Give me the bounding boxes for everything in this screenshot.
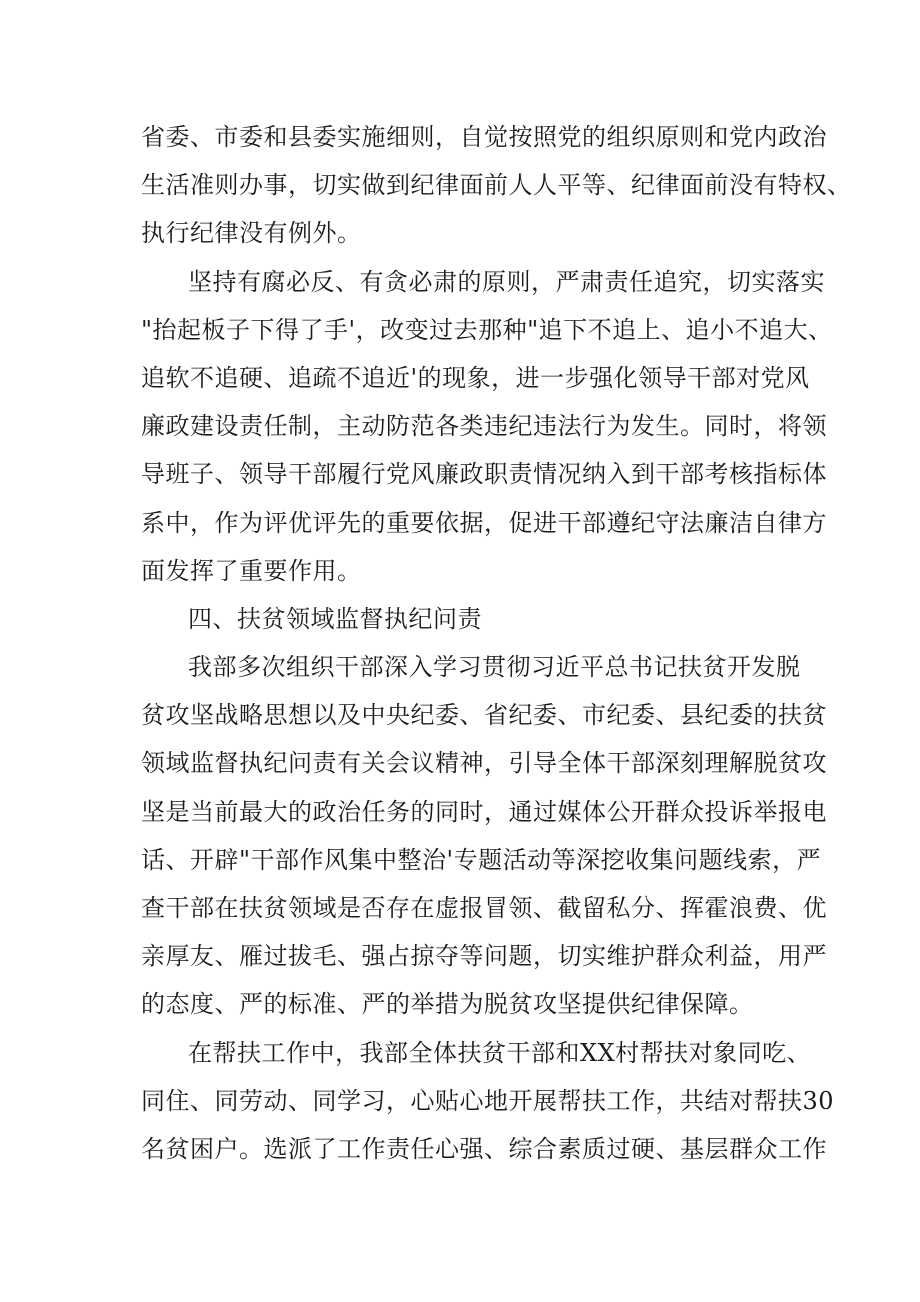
paragraph xyxy=(141,258,833,595)
section-heading xyxy=(141,595,785,643)
document-body xyxy=(141,113,852,1173)
text-line: 追软不追硬、追疏不追近'的现象，进一步强化领导干部对党风 xyxy=(141,363,810,392)
text-line: 廉政建设责任制，主动防范各类违纪违法行为发生。同时，将领 xyxy=(141,412,827,441)
text-line: 生活准则办事，切实做到纪律面前人人平等、纪律面前没有特权、 xyxy=(141,171,852,200)
text-line: 导班子、领导干部履行党风廉政职责情况纳入到干部考核指标体 xyxy=(141,460,827,489)
text-line: 四、扶贫领域监督执纪问责 xyxy=(188,604,482,633)
text-line: 在帮扶工作中，我部全体扶贫干部和XX村帮扶对象同吃、 xyxy=(188,1038,812,1067)
text-line: 领域监督执纪问责有关会议精神，引导全体干部深刻理解脱贫攻 xyxy=(141,749,827,778)
text-line: 贫攻坚战略思想以及中央纪委、省纪委、市纪委、县纪委的扶贫 xyxy=(141,701,827,730)
text-line: 我部多次组织干部深入学习贯彻习近平总书记扶贫开发脱 xyxy=(188,653,801,682)
paragraph xyxy=(141,643,827,1029)
text-line: "抬起板子下得了手'，改变过去那种"追下不追上、追小不追大、 xyxy=(141,315,833,344)
text-line: 坚是当前最大的政治任务的同时，通过媒体公开群众投诉举报电 xyxy=(141,797,827,826)
text-line: 坚持有腐必反、有贪必肃的原则，严肃责任追究，切实落实 xyxy=(188,267,825,296)
text-line: 同住、同劳动、同学习，心贴心地开展帮扶工作，共结对帮扶30 xyxy=(141,1086,835,1115)
text-line: 话、开辟"干部作风集中整治'专题活动等深挖收集问题线索，严 xyxy=(141,845,822,874)
text-line: 名贫困户。选派了工作责任心强、综合素质过硬、基层群众工作 xyxy=(141,1134,827,1163)
text-line: 省委、市委和县委实施细则，自觉按照党的组织原则和党内政治 xyxy=(141,123,827,151)
paragraph xyxy=(141,113,852,258)
text-line: 系中，作为评优评先的重要依据，促进干部遵纪守法廉洁自律方 xyxy=(141,508,827,537)
text-line: 的态度、严的标准、严的举措为脱贫攻坚提供纪律保障。 xyxy=(141,990,754,1019)
text-line: 亲厚友、雁过拔毛、强占掠夺等问题，切实维护群众利益，用严 xyxy=(141,942,827,971)
text-line: 面发挥了重要作用。 xyxy=(141,556,362,585)
text-line: 执行纪律没有例外。 xyxy=(141,219,362,248)
paragraph xyxy=(141,1029,835,1174)
text-line: 查干部在扶贫领域是否存在虚报冒领、截留私分、挥霍浪费、优 xyxy=(141,894,827,922)
